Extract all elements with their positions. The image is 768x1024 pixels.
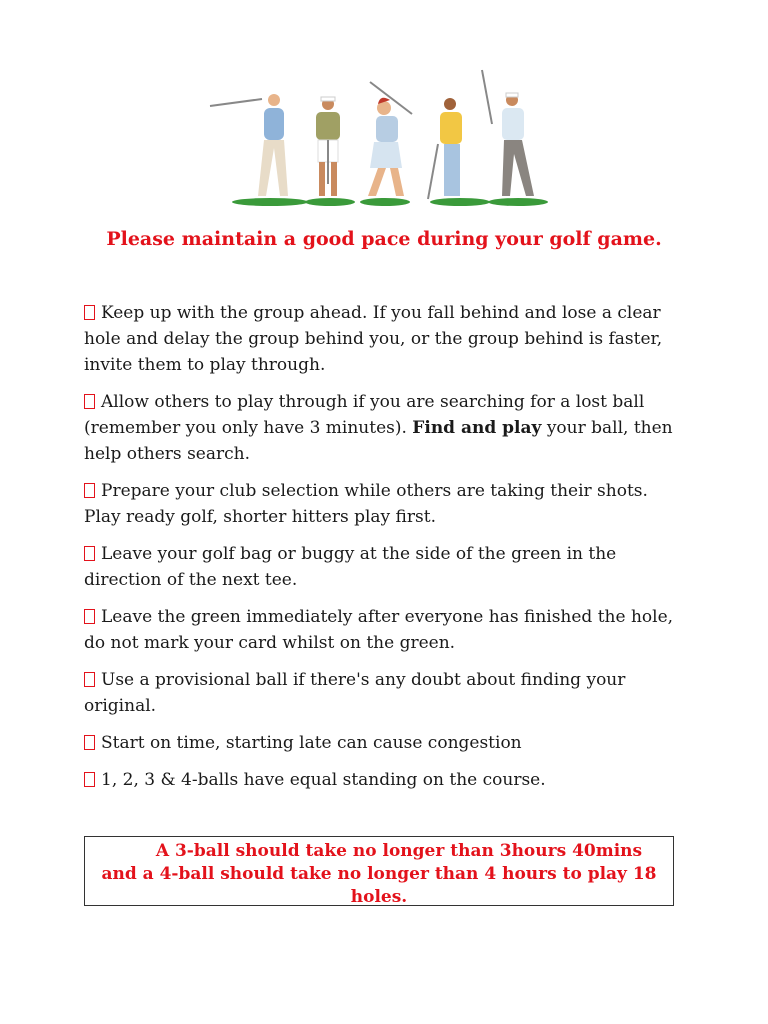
list-item: Allow others to play through if you are searching for a lost ball (remember you only have 3 minutes). Find and play your ball, then help others search. [84, 392, 673, 464]
checkbox-icon [84, 672, 95, 687]
checkbox-icon [84, 609, 95, 624]
list-item: 1, 2, 3 & 4-balls have equal standing on the course. [84, 767, 684, 793]
notice-line-2: and a 4-ball should take no longer than 4 hours to play 18 holes. [101, 864, 657, 907]
checkbox-icon [84, 305, 95, 320]
checkbox-icon [84, 546, 95, 561]
list-item: Start on time, starting late can cause congestion [84, 730, 684, 756]
list-item: Leave the green immediately after everyone has finished the hole, do not mark your card whilst on the green. [84, 607, 674, 653]
checkbox-icon [84, 735, 95, 750]
checkbox-icon [84, 394, 95, 409]
notice-line-1: A 3-ball should take no longer than 3hours 40mins [155, 841, 643, 861]
golfers-illustration-icon [200, 64, 560, 214]
checkbox-icon [84, 772, 95, 787]
checkbox-icon [84, 483, 95, 498]
page-title: Please maintain a good pace during your golf game. [106, 228, 662, 250]
emphasis-text: Find and play [412, 418, 542, 438]
time-limit-notice [84, 836, 674, 906]
list-item: Leave your golf bag or buggy at the side of the green in the direction of the next tee. [84, 544, 617, 590]
rules-list [84, 300, 684, 804]
list-item: Use a provisional ball if there's any doubt about finding your original. [84, 670, 626, 716]
list-item: Keep up with the group ahead. If you fall behind and lose a clear hole and delay the group behind you, or the group behind is faster, invite them to play through. [84, 303, 663, 375]
list-item: Prepare your club selection while others are taking their shots. Play ready golf, shorter hitters play first. [84, 481, 648, 527]
